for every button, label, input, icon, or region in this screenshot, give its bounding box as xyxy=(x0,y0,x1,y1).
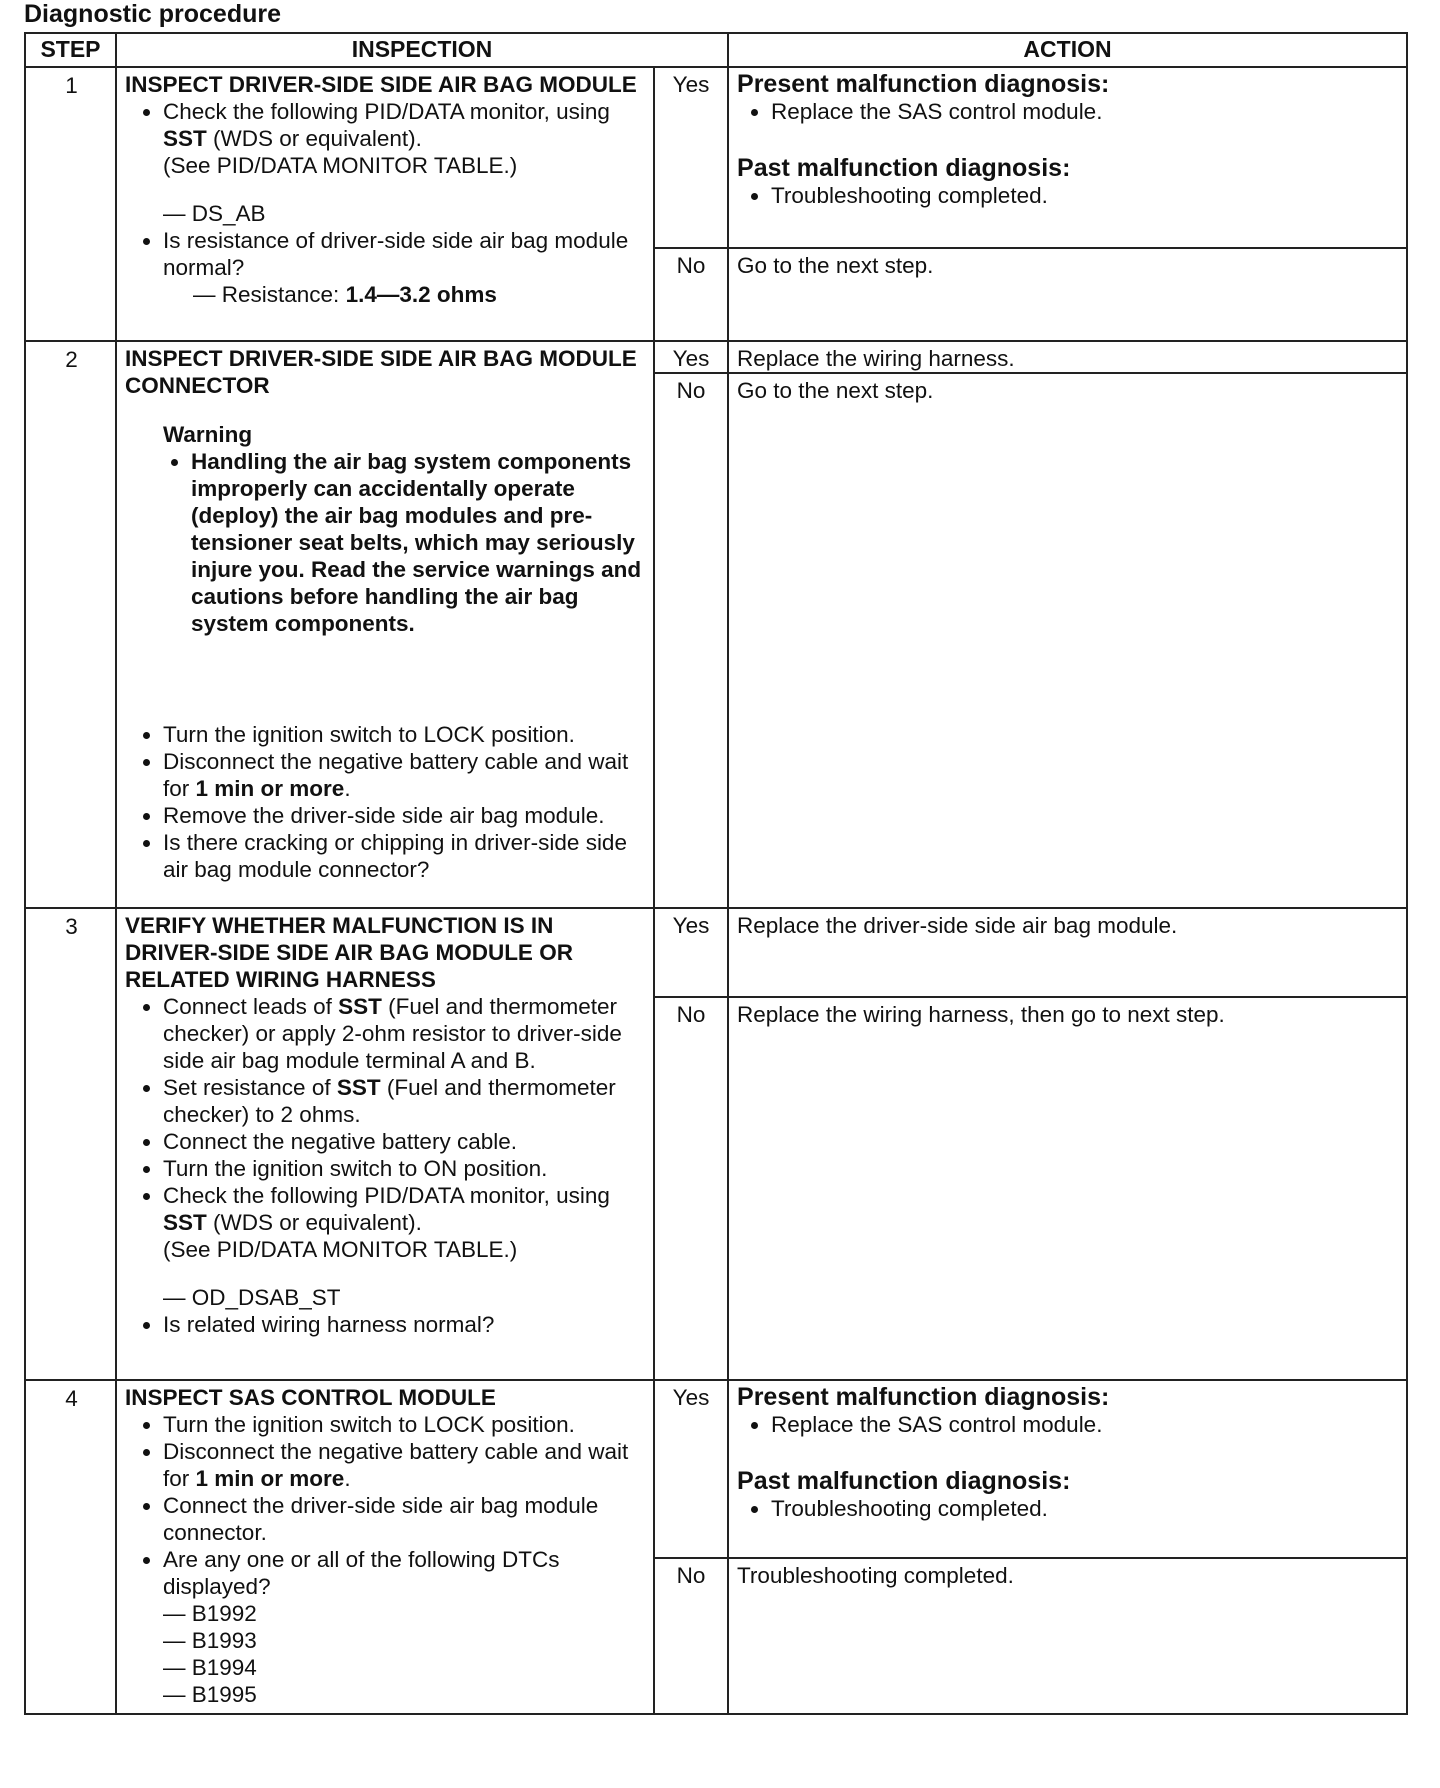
inspection-item: • Connect leads of SST (Fuel and thermometer checker) or apply 2-ohm resistor to driver-side side air bag module terminal A and B. xyxy=(163,993,647,1074)
warning-label: Warning xyxy=(163,422,253,447)
dtc-code: — B1995 xyxy=(163,1682,257,1707)
step-inspection xyxy=(116,67,654,341)
step-3-yes-row xyxy=(25,908,1407,997)
step-inspection xyxy=(116,1380,654,1714)
inspection-item: • Is resistance of driver-side side air bag module normal? — Resistance: 1.4—3.2 ohms xyxy=(163,227,647,308)
step-inspection xyxy=(116,341,654,908)
yes-action: Replace the wiring harness. xyxy=(728,341,1407,373)
header-action: ACTION xyxy=(728,33,1407,67)
no-action: Go to the next step. xyxy=(728,248,1407,341)
yes-action: Present malfunction diagnosis: • Replace the SAS control module. Past malfunction diagnosis: • Troubleshooting completed. xyxy=(728,1380,1407,1558)
yes-action: Present malfunction diagnosis: • Replace the SAS control module. Past malfunction diagnosis: • Troubleshooting completed. xyxy=(728,67,1407,248)
table-header-row xyxy=(25,33,1407,67)
inspection-item: • Connect the negative battery cable. xyxy=(163,1128,647,1155)
step-4-yes-row xyxy=(25,1380,1407,1558)
inspection-item: • Is there cracking or chipping in driver-side side air bag module connector? xyxy=(163,829,647,883)
warning-block xyxy=(163,421,647,637)
step-title: INSPECT SAS CONTROL MODULE xyxy=(125,1385,496,1410)
no-label: No xyxy=(654,1558,728,1714)
dtc-code: — B1994 xyxy=(163,1655,257,1680)
inspection-item: • Disconnect the negative battery cable and wait for 1 min or more. xyxy=(163,1438,647,1492)
no-action: Replace the wiring harness, then go to next step. xyxy=(728,997,1407,1380)
no-label: No xyxy=(654,248,728,341)
step-number: 3 xyxy=(25,908,116,1380)
step-2-yes-row xyxy=(25,341,1407,373)
yes-action: Replace the driver-side side air bag module. xyxy=(728,908,1407,997)
yes-label: Yes xyxy=(654,341,728,373)
yes-label: Yes xyxy=(654,1380,728,1558)
no-label: No xyxy=(654,373,728,908)
warning-text: • Handling the air bag system components improperly can accidentally operate (deploy) the air bag modules and pre-tensioner seat belts, which may seriously injure you. Read the service warnings and cautions before handling the air bag system components. xyxy=(191,448,647,637)
inspection-item: • Are any one or all of the following DTCs displayed? — B1992 — B1993 — B1994 — B1995 xyxy=(163,1546,647,1708)
dtc-code: — B1992 xyxy=(163,1601,257,1626)
no-action: Troubleshooting completed. xyxy=(728,1558,1407,1714)
diagnostic-procedure-table xyxy=(24,32,1408,1715)
dtc-code: — B1993 xyxy=(163,1628,257,1653)
inspection-item: • Check the following PID/DATA monitor, using SST (WDS or equivalent). (See PID/DATA MONITOR TABLE.) — DS_AB xyxy=(163,98,647,227)
inspection-item: • Disconnect the negative battery cable and wait for 1 min or more. xyxy=(163,748,647,802)
step-title: INSPECT DRIVER-SIDE SIDE AIR BAG MODULE CONNECTOR xyxy=(125,346,637,398)
no-action: Go to the next step. xyxy=(728,373,1407,908)
inspection-item: • Set resistance of SST (Fuel and thermometer checker) to 2 ohms. xyxy=(163,1074,647,1128)
step-title: VERIFY WHETHER MALFUNCTION IS IN DRIVER-SIDE SIDE AIR BAG MODULE OR RELATED WIRING HARNESS xyxy=(125,913,573,992)
step-inspection xyxy=(116,908,654,1380)
inspection-item: • Turn the ignition switch to LOCK position. xyxy=(163,1411,647,1438)
step-number: 1 xyxy=(25,67,116,341)
inspection-item: • Turn the ignition switch to LOCK position. xyxy=(163,721,647,748)
inspection-item: • Remove the driver-side side air bag module. xyxy=(163,802,647,829)
header-inspection: INSPECTION xyxy=(116,33,728,67)
step-number: 2 xyxy=(25,341,116,908)
step-1-yes-row xyxy=(25,67,1407,248)
header-step: STEP xyxy=(25,33,116,67)
yes-label: Yes xyxy=(654,67,728,248)
step-title: INSPECT DRIVER-SIDE SIDE AIR BAG MODULE xyxy=(125,72,637,97)
step-number: 4 xyxy=(25,1380,116,1714)
inspection-item: • Is related wiring harness normal? xyxy=(163,1311,647,1338)
page-title: Diagnostic procedure xyxy=(24,0,281,28)
no-label: No xyxy=(654,997,728,1380)
inspection-item: • Connect the driver-side side air bag module connector. xyxy=(163,1492,647,1546)
yes-label: Yes xyxy=(654,908,728,997)
inspection-item: • Turn the ignition switch to ON position. xyxy=(163,1155,647,1182)
inspection-item: • Check the following PID/DATA monitor, using SST (WDS or equivalent). (See PID/DATA MONITOR TABLE.) — OD_DSAB_ST xyxy=(163,1182,647,1311)
